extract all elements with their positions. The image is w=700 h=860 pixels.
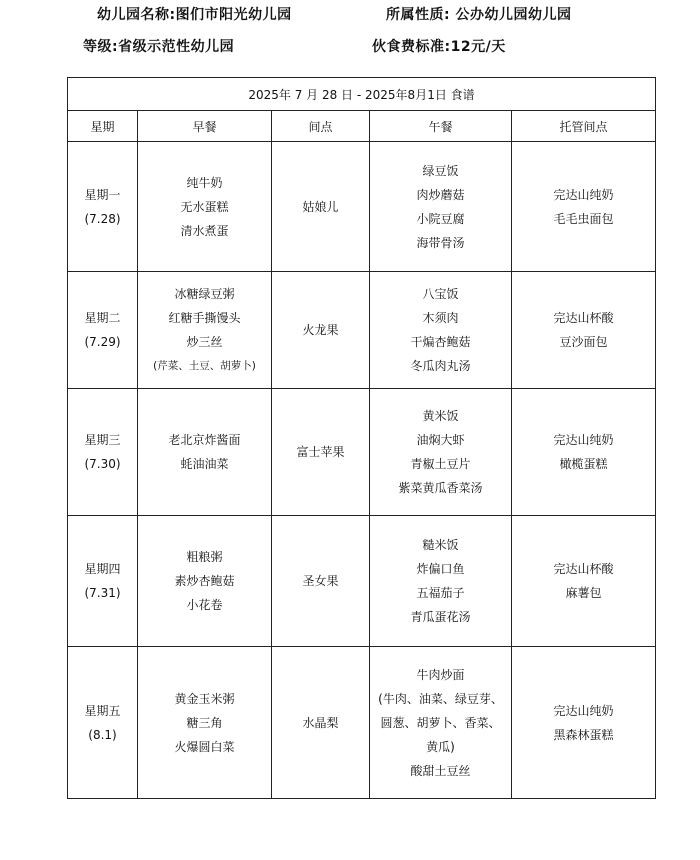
lunch-item: 黄米饭 bbox=[422, 409, 459, 423]
breakfast-item: 蚝油油菜 bbox=[180, 457, 229, 471]
day-cell bbox=[68, 142, 138, 272]
day-label: 星期四 bbox=[84, 562, 121, 576]
column-header-breakfast: 早餐 bbox=[138, 111, 272, 142]
snack-item: 火龙果 bbox=[302, 323, 339, 337]
breakfast-item: 炒三丝 bbox=[186, 335, 223, 349]
breakfast-item: 粗粮粥 bbox=[186, 550, 223, 564]
table-row bbox=[68, 142, 656, 272]
column-header-care-snack: 托管间点 bbox=[512, 111, 656, 142]
column-header-snack: 间点 bbox=[272, 111, 370, 142]
lunch-item: 绿豆饭 bbox=[422, 163, 459, 178]
day-cell bbox=[68, 389, 138, 516]
day-label: 星期三 bbox=[84, 433, 121, 447]
snack-cell bbox=[272, 516, 370, 647]
breakfast-item: 纯牛奶 bbox=[186, 175, 223, 190]
lunch-item: 小院豆腐 bbox=[416, 211, 465, 226]
ownership-type: 所属性质: 公办幼儿园幼儿园 bbox=[386, 7, 572, 23]
snack-cell bbox=[272, 142, 370, 272]
breakfast-cell bbox=[138, 389, 272, 516]
care-snack-item: 麻薯包 bbox=[565, 586, 602, 600]
breakfast-item: 红糖手撕馒头 bbox=[168, 311, 241, 325]
care-snack-item: 橄榄蛋糕 bbox=[559, 457, 608, 471]
table-title-row bbox=[68, 78, 656, 111]
lunch-item: 青椒土豆片 bbox=[410, 457, 471, 471]
breakfast-cell bbox=[138, 272, 272, 389]
lunch-cell bbox=[370, 516, 512, 647]
menu-title: 2025年 7 月 28 日 - 2025年8月1日 食谱 bbox=[68, 78, 656, 111]
lunch-item: 糙米饭 bbox=[422, 538, 459, 552]
lunch-item: 海带骨汤 bbox=[416, 235, 465, 250]
breakfast-item: 糖三角 bbox=[186, 715, 223, 730]
day-cell bbox=[68, 647, 138, 799]
lunch-item: 干煸杏鲍菇 bbox=[410, 335, 471, 349]
table-row bbox=[68, 389, 656, 516]
grade-level: 等级:省级示范性幼儿园 bbox=[83, 39, 235, 55]
day-date: (8.1) bbox=[88, 727, 117, 742]
breakfast-cell bbox=[138, 516, 272, 647]
lunch-item: 牛肉炒面 bbox=[416, 667, 465, 682]
lunch-item-ingredients: 黄瓜) bbox=[426, 739, 455, 754]
day-date: (7.31) bbox=[84, 586, 121, 600]
column-header-day: 星期 bbox=[68, 111, 138, 142]
lunch-item-ingredients: 圆葱、胡萝卜、香菜、 bbox=[380, 715, 501, 730]
day-label: 星期二 bbox=[84, 311, 121, 325]
meal-fee-standard: 伙食费标准:12元/天 bbox=[372, 39, 506, 55]
snack-cell bbox=[272, 647, 370, 799]
day-cell bbox=[68, 272, 138, 389]
snack-cell bbox=[272, 389, 370, 516]
lunch-item: 炸偏口鱼 bbox=[416, 562, 465, 576]
lunch-cell bbox=[370, 389, 512, 516]
care-snack-cell bbox=[512, 142, 656, 272]
lunch-item: 酸甜土豆丝 bbox=[410, 763, 471, 778]
care-snack-item: 完达山杯酸 bbox=[553, 311, 614, 325]
column-header-lunch: 午餐 bbox=[370, 111, 512, 142]
day-cell bbox=[68, 516, 138, 647]
breakfast-item: 清水煮蛋 bbox=[180, 223, 229, 238]
lunch-item: 木须肉 bbox=[422, 311, 459, 325]
day-date: (7.29) bbox=[84, 335, 121, 349]
table-row bbox=[68, 272, 656, 389]
lunch-item: 八宝饭 bbox=[422, 287, 459, 301]
care-snack-cell bbox=[512, 272, 656, 389]
care-snack-cell bbox=[512, 647, 656, 799]
table-header-row bbox=[68, 111, 656, 142]
breakfast-item: 冰糖绿豆粥 bbox=[174, 287, 235, 301]
snack-item: 圣女果 bbox=[302, 574, 339, 588]
snack-cell bbox=[272, 272, 370, 389]
care-snack-item: 完达山纯奶 bbox=[553, 703, 614, 718]
day-date: (7.28) bbox=[84, 211, 121, 226]
snack-item: 水晶梨 bbox=[302, 715, 339, 730]
care-snack-cell bbox=[512, 516, 656, 647]
day-date: (7.30) bbox=[84, 457, 121, 471]
weekly-menu-table bbox=[67, 77, 656, 799]
day-label: 星期一 bbox=[84, 187, 121, 202]
lunch-item: 五福茄子 bbox=[416, 586, 465, 600]
breakfast-note: (芹菜、土豆、胡萝卜) bbox=[153, 360, 256, 372]
snack-item: 富士苹果 bbox=[296, 445, 345, 459]
snack-item: 姑娘儿 bbox=[302, 199, 339, 214]
lunch-cell bbox=[370, 142, 512, 272]
lunch-item: 紫菜黄瓜香菜汤 bbox=[398, 481, 483, 495]
breakfast-item: 火爆圆白菜 bbox=[174, 739, 235, 754]
care-snack-item: 完达山纯奶 bbox=[553, 433, 614, 447]
lunch-cell bbox=[370, 272, 512, 389]
care-snack-item: 毛毛虫面包 bbox=[553, 211, 614, 226]
care-snack-item: 豆沙面包 bbox=[559, 335, 608, 349]
table-row bbox=[68, 516, 656, 647]
kindergarten-name: 幼儿园名称:图们市阳光幼儿园 bbox=[97, 7, 292, 23]
table-row bbox=[68, 647, 656, 799]
breakfast-cell bbox=[138, 647, 272, 799]
lunch-item: 肉炒蘑菇 bbox=[416, 187, 465, 202]
lunch-item: 青瓜蛋花汤 bbox=[410, 610, 471, 624]
breakfast-item: 素炒杏鲍菇 bbox=[174, 574, 235, 588]
lunch-item: 冬瓜肉丸汤 bbox=[410, 359, 471, 373]
care-snack-item: 完达山杯酸 bbox=[553, 562, 614, 576]
care-snack-item: 黑森林蛋糕 bbox=[553, 727, 614, 742]
day-label: 星期五 bbox=[84, 703, 121, 718]
lunch-item-ingredients: (牛肉、油菜、绿豆芽、 bbox=[378, 691, 503, 706]
breakfast-cell bbox=[138, 142, 272, 272]
care-snack-item: 完达山纯奶 bbox=[553, 187, 614, 202]
breakfast-item: 黄金玉米粥 bbox=[174, 691, 235, 706]
care-snack-cell bbox=[512, 389, 656, 516]
breakfast-item: 无水蛋糕 bbox=[180, 199, 229, 214]
lunch-cell bbox=[370, 647, 512, 799]
breakfast-item: 老北京炸酱面 bbox=[168, 433, 241, 447]
lunch-item: 油焖大虾 bbox=[416, 433, 465, 447]
breakfast-item: 小花卷 bbox=[186, 598, 223, 612]
